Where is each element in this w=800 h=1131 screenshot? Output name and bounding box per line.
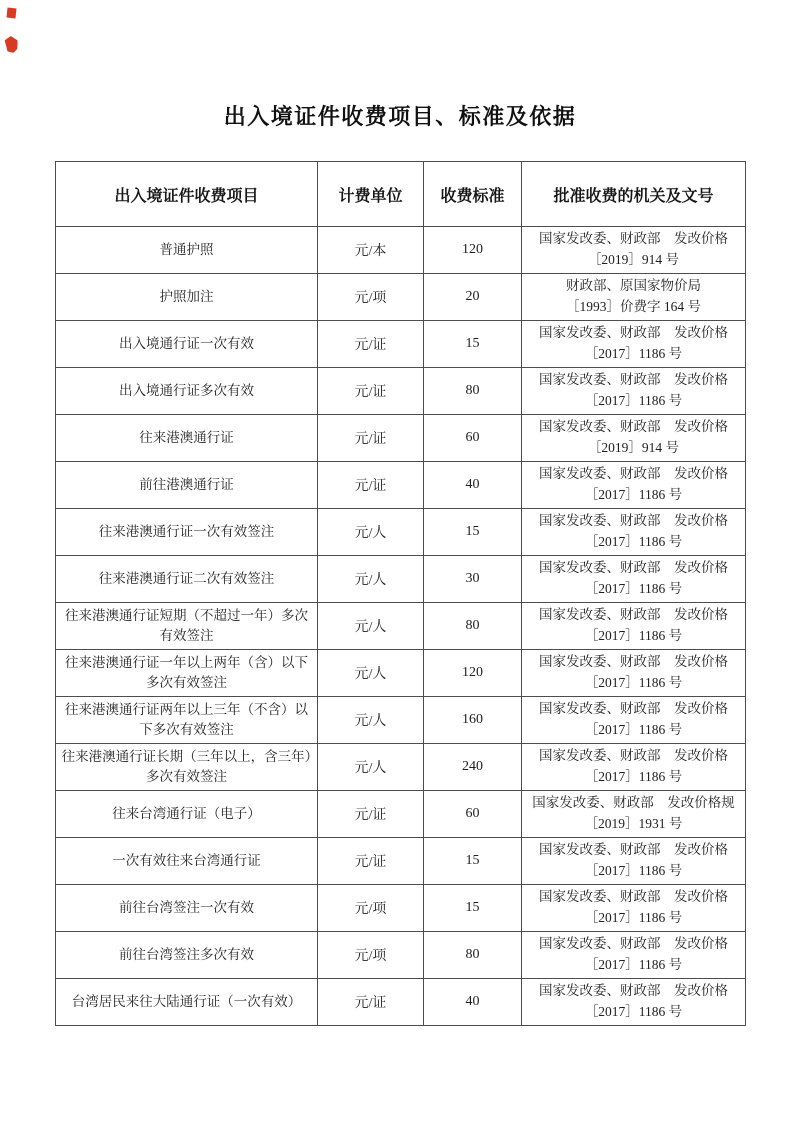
- authority-cell: [522, 368, 746, 415]
- billing-unit-cell: 元/人: [318, 556, 424, 603]
- fee-standard-cell: 60: [424, 791, 522, 838]
- authority-doc-number: ［2019］914 号: [587, 440, 680, 455]
- authority-name: 国家发改委、财政部 发改价格: [539, 372, 728, 388]
- authority-doc-number: ［1993］价费字 164 号: [566, 299, 701, 314]
- red-stamp-fragment-icon: [7, 8, 17, 19]
- authority-name: 国家发改委、财政部 发改价格: [539, 936, 728, 952]
- authority-doc-number: ［2017］1186 号: [584, 487, 683, 502]
- table-row: [56, 838, 746, 885]
- authority-doc-number: ［2017］1186 号: [584, 675, 683, 690]
- table-row: [56, 603, 746, 650]
- table-row: [56, 885, 746, 932]
- authority-name: 国家发改委、财政部 发改价格: [539, 513, 728, 529]
- table-row: [56, 932, 746, 979]
- column-header-authority: 批准收费的机关及文号: [522, 162, 746, 227]
- authority-cell: [522, 885, 746, 932]
- fee-item-cell: 出入境通行证多次有效: [56, 368, 318, 415]
- authority-name: 国家发改委、财政部 发改价格: [539, 607, 728, 623]
- authority-cell: [522, 509, 746, 556]
- fee-standard-cell: 40: [424, 462, 522, 509]
- authority-name: 国家发改委、财政部 发改价格: [539, 325, 728, 341]
- fee-item-cell: 往来港澳通行证短期（不超过一年）多次有效签注: [56, 603, 318, 650]
- billing-unit-cell: 元/证: [318, 462, 424, 509]
- fee-item-cell: 普通护照: [56, 227, 318, 274]
- authority-cell: [522, 979, 746, 1026]
- table-row: [56, 415, 746, 462]
- authority-name: 国家发改委、财政部 发改价格: [539, 748, 728, 764]
- column-header-unit: 计费单位: [318, 162, 424, 227]
- authority-doc-number: ［2019］1931 号: [584, 816, 683, 831]
- authority-cell: [522, 650, 746, 697]
- authority-name: 国家发改委、财政部 发改价格: [539, 560, 728, 576]
- fee-item-cell: 台湾居民来往大陆通行证（一次有效）: [56, 979, 318, 1026]
- authority-name: 国家发改委、财政部 发改价格: [539, 701, 728, 717]
- authority-doc-number: ［2017］1186 号: [584, 628, 683, 643]
- table-row: [56, 556, 746, 603]
- authority-cell: [522, 415, 746, 462]
- fee-standard-cell: 20: [424, 274, 522, 321]
- authority-cell: [522, 791, 746, 838]
- fee-standard-cell: 160: [424, 697, 522, 744]
- fee-item-cell: 往来港澳通行证长期（三年以上，含三年）多次有效签注: [56, 744, 318, 791]
- column-header-fee: 收费标准: [424, 162, 522, 227]
- authority-doc-number: ［2017］1186 号: [584, 346, 683, 361]
- billing-unit-cell: 元/人: [318, 697, 424, 744]
- fee-standard-cell: 80: [424, 932, 522, 979]
- billing-unit-cell: 元/本: [318, 227, 424, 274]
- authority-cell: [522, 556, 746, 603]
- fee-item-cell: 一次有效往来台湾通行证: [56, 838, 318, 885]
- billing-unit-cell: 元/证: [318, 838, 424, 885]
- billing-unit-cell: 元/人: [318, 744, 424, 791]
- authority-cell: [522, 932, 746, 979]
- authority-doc-number: ［2017］1186 号: [584, 534, 683, 549]
- authority-doc-number: ［2017］1186 号: [584, 393, 683, 408]
- table-row: [56, 368, 746, 415]
- authority-cell: [522, 274, 746, 321]
- authority-cell: [522, 744, 746, 791]
- table-row: [56, 321, 746, 368]
- authority-name: 国家发改委、财政部 发改价格: [539, 842, 728, 858]
- fee-standard-cell: 15: [424, 509, 522, 556]
- authority-doc-number: ［2017］1186 号: [584, 581, 683, 596]
- fee-item-cell: 前往台湾签注多次有效: [56, 932, 318, 979]
- fee-standard-cell: 30: [424, 556, 522, 603]
- fee-table: [55, 161, 746, 1026]
- authority-name: 国家发改委、财政部 发改价格规: [532, 795, 735, 811]
- billing-unit-cell: 元/人: [318, 603, 424, 650]
- fee-item-cell: 往来台湾通行证（电子）: [56, 791, 318, 838]
- fee-item-cell: 往来港澳通行证一年以上两年（含）以下多次有效签注: [56, 650, 318, 697]
- fee-standard-cell: 240: [424, 744, 522, 791]
- authority-doc-number: ［2017］1186 号: [584, 957, 683, 972]
- fee-item-cell: 往来港澳通行证: [56, 415, 318, 462]
- column-header-item: 出入境证件收费项目: [56, 162, 318, 227]
- billing-unit-cell: 元/证: [318, 791, 424, 838]
- table-row: [56, 744, 746, 791]
- authority-doc-number: ［2017］1186 号: [584, 769, 683, 784]
- authority-name: 国家发改委、财政部 发改价格: [539, 466, 728, 482]
- fee-standard-cell: 120: [424, 227, 522, 274]
- header-row: [56, 162, 746, 227]
- fee-standard-cell: 15: [424, 885, 522, 932]
- authority-cell: [522, 321, 746, 368]
- authority-name: 国家发改委、财政部 发改价格: [539, 654, 728, 670]
- billing-unit-cell: 元/人: [318, 509, 424, 556]
- authority-cell: [522, 697, 746, 744]
- fee-item-cell: 护照加注: [56, 274, 318, 321]
- authority-name: 国家发改委、财政部 发改价格: [539, 983, 728, 999]
- authority-cell: [522, 227, 746, 274]
- authority-doc-number: ［2017］1186 号: [584, 1004, 683, 1019]
- table-row: [56, 697, 746, 744]
- authority-name: 国家发改委、财政部 发改价格: [539, 231, 728, 247]
- fee-item-cell: 前往港澳通行证: [56, 462, 318, 509]
- billing-unit-cell: 元/项: [318, 932, 424, 979]
- billing-unit-cell: 元/项: [318, 885, 424, 932]
- fee-standard-cell: 80: [424, 368, 522, 415]
- authority-name: 国家发改委、财政部 发改价格: [539, 889, 728, 905]
- billing-unit-cell: 元/项: [318, 274, 424, 321]
- fee-item-cell: 往来港澳通行证二次有效签注: [56, 556, 318, 603]
- red-stamp-fragment-icon: [4, 35, 18, 53]
- fee-standard-cell: 15: [424, 321, 522, 368]
- fee-standard-cell: 120: [424, 650, 522, 697]
- page-title: 出入境证件收费项目、标准及依据: [223, 104, 577, 129]
- authority-name: 财政部、原国家物价局: [566, 278, 701, 294]
- table-row: [56, 791, 746, 838]
- fee-standard-cell: 60: [424, 415, 522, 462]
- fee-standard-cell: 40: [424, 979, 522, 1026]
- table-row: [56, 227, 746, 274]
- authority-doc-number: ［2017］1186 号: [584, 910, 683, 925]
- billing-unit-cell: 元/证: [318, 415, 424, 462]
- table-row: [56, 462, 746, 509]
- authority-name: 国家发改委、财政部 发改价格: [539, 419, 728, 435]
- billing-unit-cell: 元/证: [318, 979, 424, 1026]
- fee-item-cell: 往来港澳通行证两年以上三年（不含）以下多次有效签注: [56, 697, 318, 744]
- authority-doc-number: ［2019］914 号: [587, 252, 680, 267]
- authority-cell: [522, 838, 746, 885]
- billing-unit-cell: 元/证: [318, 368, 424, 415]
- billing-unit-cell: 元/人: [318, 650, 424, 697]
- fee-item-cell: 往来港澳通行证一次有效签注: [56, 509, 318, 556]
- table-row: [56, 509, 746, 556]
- table-row: [56, 274, 746, 321]
- authority-cell: [522, 603, 746, 650]
- authority-cell: [522, 462, 746, 509]
- authority-doc-number: ［2017］1186 号: [584, 863, 683, 878]
- fee-standard-cell: 15: [424, 838, 522, 885]
- table-row: [56, 979, 746, 1026]
- billing-unit-cell: 元/证: [318, 321, 424, 368]
- fee-item-cell: 出入境通行证一次有效: [56, 321, 318, 368]
- table-row: [56, 650, 746, 697]
- authority-doc-number: ［2017］1186 号: [584, 722, 683, 737]
- fee-standard-cell: 80: [424, 603, 522, 650]
- fee-item-cell: 前往台湾签注一次有效: [56, 885, 318, 932]
